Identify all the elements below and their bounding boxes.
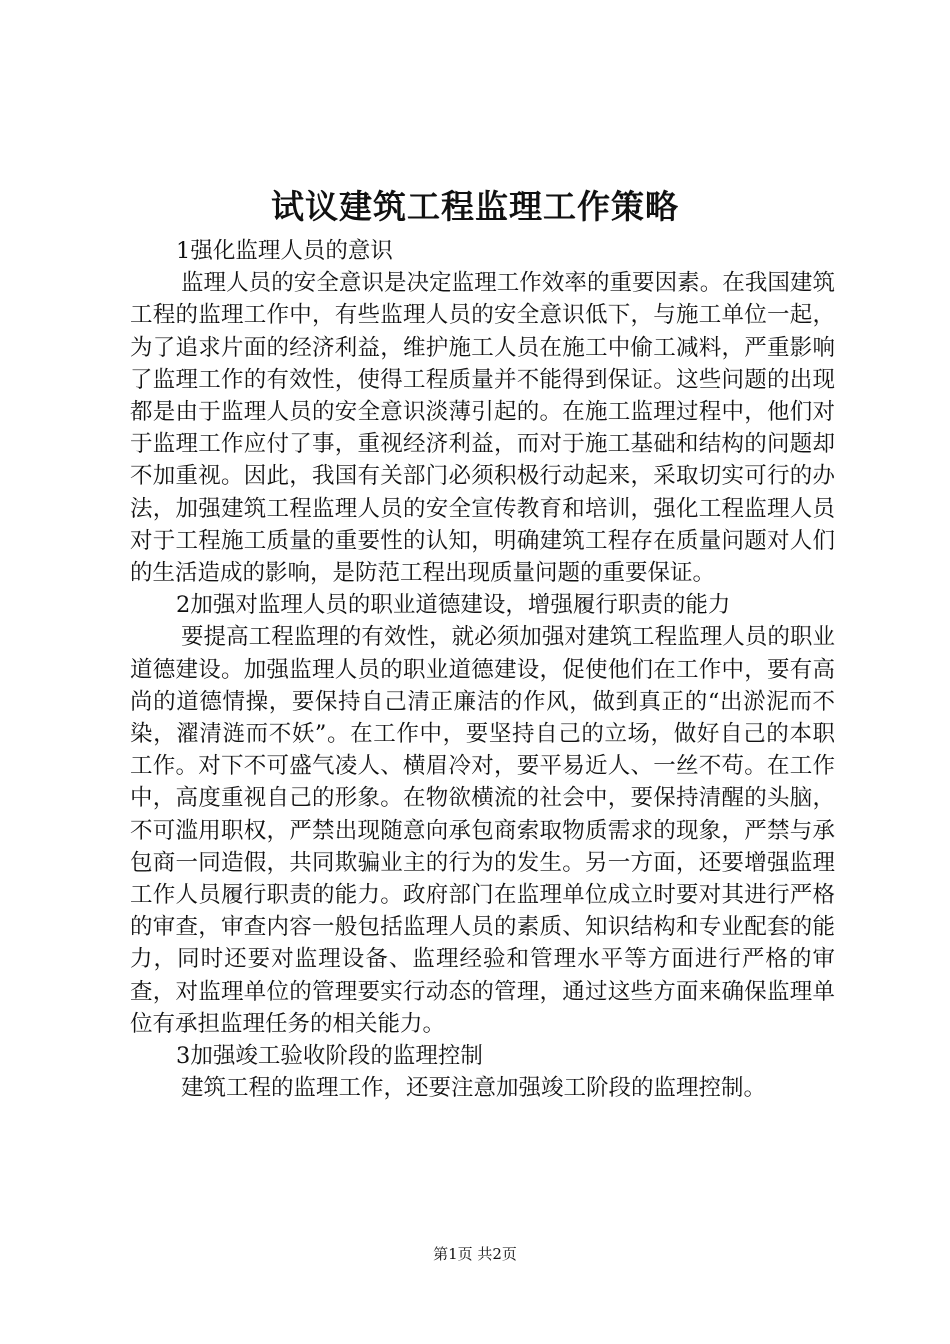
document-body	[130, 235, 835, 1104]
section-heading-2: 2加强对监理人员的职业道德建设，增强履行职责的能力	[176, 592, 731, 619]
page-number-footer: 第1页 共2页	[433, 1245, 517, 1263]
section-heading-1: 1强化监理人员的意识	[176, 238, 393, 264]
section-paragraph-2: 要提高工程监理的有效性，就必须加强对建筑工程监理人员的职业道德建设。加强监理人员的职业道德建设，促使他们在工作中，要有高尚的道德情操，要保持自己清正廉洁的作风，做到真正的“出淤泥而不染，濯清涟而不妖”。在工作中，要坚持自己的立场，做好自己的本职工作。对下不可盛气凌人、横眉冷对，要平易近人、一丝不苟。在工作中，高度重视自己的形象。在物欲横流的社会中，要保持清醒的头脑，不可滥用职权，严禁出现随意向承包商索取物质需求的现象，严禁与承包商一同造假，共同欺骗业主的行为的发生。另一方面，还要增强监理工作人员履行职责的能力。政府部门在监理单位成立时要对其进行严格的审查，审查内容一般包括监理人员的素质、知识结构和专业配套的能力，同时还要对监理设备、监理经验和管理水平等方面进行严格的审查，对监理单位的管理要实行动态的管理，通过这些方面来确保监理单位有承担监理任务的相关能力。	[130, 624, 835, 1037]
section-paragraph-3: 建筑工程的监理工作，还要注意加强竣工阶段的监理控制。	[181, 1075, 767, 1102]
section-heading-3: 3加强竣工验收阶段的监理控制	[176, 1043, 483, 1070]
section-paragraph-1: 监理人员的安全意识是决定监理工作效率的重要因素。在我国建筑工程的监理工作中，有些监理人员的安全意识低下，与施工单位一起，为了追求片面的经济利益，维护施工人员在施工中偷工减料，严重影响了监理工作的有效性，使得工程质量并不能得到保证。这些问题的出现都是由于监理人员的安全意识淡薄引起的。在施工监理过程中，他们对于监理工作应付了事，重视经济利益，而对于施工基础和结构的问题却不加重视。因此，我国有关部门必须积极行动起来，采取切实可行的办法，加强建筑工程监理人员的安全宣传教育和培训，强化工程监理人员对于工程施工质量的重要性的认知，明确建筑工程存在质量问题对人们的生活造成的影响，是防范工程出现质量问题的重要保证。	[130, 270, 835, 587]
document-title: 试议建筑工程监理工作策略	[271, 187, 679, 226]
